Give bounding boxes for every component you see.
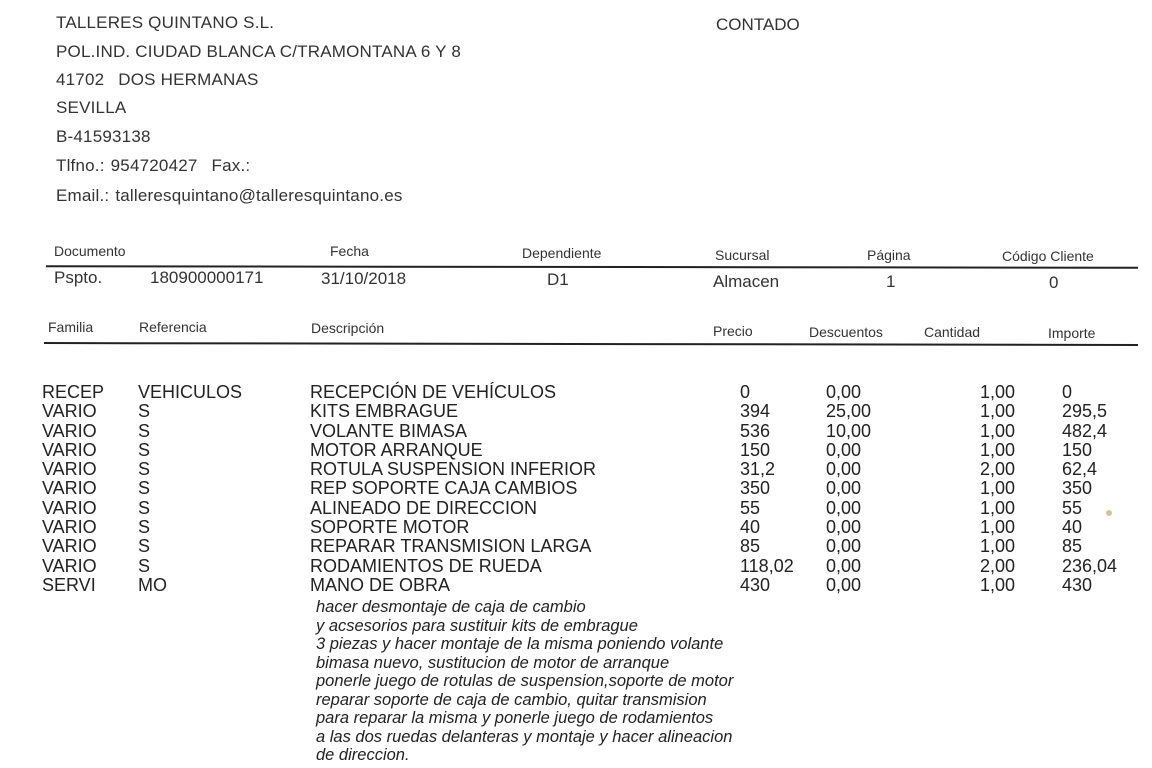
line-items — [0, 383, 1152, 595]
table-row — [0, 479, 1152, 498]
item-cantidad: 1,00 — [980, 382, 1016, 402]
item-descripcion: MOTOR ARRANQUE — [310, 439, 483, 460]
item-cantidad: 1,00 — [980, 439, 1016, 460]
item-referencia: VEHICULOS — [138, 382, 243, 402]
item-descuento: 0,00 — [826, 574, 862, 595]
item-descuento: 0,00 — [826, 555, 862, 576]
doc-sucursal: Almacen — [713, 272, 780, 291]
doc-number: 180900000171 — [150, 268, 264, 287]
col-referencia: Referencia — [139, 319, 207, 335]
item-cantidad: 1,00 — [980, 478, 1016, 499]
item-importe: 40 — [1062, 517, 1083, 538]
item-cantidad: 1,00 — [980, 536, 1016, 557]
col-descuentos: Descuentos — [809, 324, 883, 340]
company-province: SEVILLA — [56, 98, 127, 117]
col-cantidad: Cantidad — [924, 324, 981, 340]
item-descripcion: SOPORTE MOTOR — [310, 517, 470, 538]
table-header-divider — [44, 342, 1138, 345]
item-precio: 40 — [740, 517, 761, 538]
company-email-line — [56, 186, 403, 206]
item-importe: 150 — [1062, 439, 1093, 460]
label-dependiente: Dependiente — [522, 245, 602, 261]
item-cantidad: 1,00 — [980, 497, 1016, 518]
payment-mode: CONTADO — [716, 15, 800, 34]
item-familia: VARIO — [42, 478, 97, 499]
item-precio: 350 — [740, 478, 771, 499]
note-line: a las dos ruedas delanteras y montaje y hacer alineacion — [316, 727, 733, 746]
item-familia: SERVI — [42, 574, 96, 595]
item-importe: 55 — [1062, 497, 1083, 518]
item-precio: 55 — [740, 497, 761, 518]
doc-dependiente: D1 — [547, 270, 569, 289]
item-importe: 85 — [1062, 536, 1083, 557]
item-cantidad: 1,00 — [980, 574, 1016, 595]
item-cantidad: 2,00 — [980, 459, 1016, 480]
item-referencia: S — [138, 420, 151, 441]
item-descripcion: ALINEADO DE DIRECCION — [310, 497, 538, 518]
item-descripcion: RODAMIENTOS DE RUEDA — [310, 555, 542, 576]
item-precio: 31,2 — [740, 459, 776, 480]
note-line: y acsesorios para sustituir kits de embrague — [316, 616, 638, 635]
city: DOS HERMANAS — [118, 70, 259, 89]
item-cantidad: 2,00 — [980, 555, 1016, 576]
item-descuento: 0,00 — [826, 478, 862, 499]
company-phone-line — [56, 156, 250, 176]
item-importe: 295,5 — [1062, 401, 1108, 422]
label-fecha: Fecha — [330, 243, 369, 259]
item-descripcion: REPARAR TRANSMISION LARGA — [310, 536, 592, 557]
item-referencia: S — [138, 536, 151, 557]
item-cantidad: 1,00 — [980, 517, 1016, 538]
item-precio: 0 — [740, 382, 751, 402]
table-row — [0, 576, 1152, 595]
item-descripcion: KITS EMBRAGUE — [310, 401, 459, 422]
item-importe: 430 — [1062, 574, 1093, 595]
email-address: talleresquintano@talleresquintano.es — [115, 186, 403, 205]
item-referencia: MO — [138, 574, 167, 595]
item-descuento: 0,00 — [826, 497, 862, 518]
item-referencia: S — [138, 517, 151, 538]
item-descripcion: REP SOPORTE CAJA CAMBIOS — [310, 478, 578, 499]
table-row — [0, 402, 1152, 421]
item-descuento: 0,00 — [826, 517, 862, 538]
item-precio: 394 — [740, 401, 771, 422]
item-familia: VARIO — [42, 555, 97, 576]
label-documento: Documento — [54, 243, 126, 259]
item-precio: 430 — [740, 574, 771, 595]
paper-speck — [1106, 510, 1112, 516]
label-sucursal: Sucursal — [715, 247, 770, 263]
item-cantidad: 1,00 — [980, 401, 1016, 422]
item-descuento: 25,00 — [826, 401, 872, 422]
phone-number: 954720427 — [110, 156, 198, 175]
table-row — [0, 441, 1152, 460]
item-precio: 150 — [740, 439, 771, 460]
label-pagina: Página — [867, 247, 911, 263]
doc-type: Pspto. — [54, 268, 103, 287]
table-row — [0, 422, 1152, 441]
table-row — [0, 460, 1152, 479]
item-importe: 0 — [1062, 382, 1073, 402]
item-familia: VARIO — [42, 517, 97, 538]
item-descripcion: ROTULA SUSPENSION INFERIOR — [310, 459, 597, 480]
label-codigo-cliente: Código Cliente — [1002, 248, 1094, 264]
item-precio: 85 — [740, 536, 761, 557]
postal-code: 41702 — [56, 70, 105, 89]
item-precio: 536 — [740, 420, 771, 441]
item-familia: VARIO — [42, 497, 97, 518]
item-referencia: S — [138, 497, 151, 518]
note-line: reparar soporte de caja de cambio, quitar transmision — [316, 690, 707, 709]
doc-pagina: 1 — [886, 272, 896, 291]
item-descuento: 0,00 — [826, 439, 862, 460]
fax-label: Fax.: — [211, 156, 251, 175]
item-importe: 350 — [1062, 478, 1093, 499]
col-importe: Importe — [1048, 325, 1096, 341]
note-line: 3 piezas y hacer montaje de la misma poniendo volante — [316, 635, 724, 653]
labor-note — [316, 598, 733, 765]
item-familia: VARIO — [42, 420, 97, 441]
item-descripcion: RECEPCIÓN DE VEHÍCULOS — [310, 382, 557, 402]
table-row — [0, 557, 1152, 576]
col-familia: Familia — [48, 319, 94, 335]
col-precio: Precio — [713, 323, 753, 339]
email-label: Email.: — [56, 186, 110, 205]
doc-codigo-cliente: 0 — [1049, 273, 1059, 292]
note-line: hacer desmontaje de caja de cambio — [316, 598, 586, 616]
note-line: para reparar la misma y ponerle juego de rodamientos — [316, 709, 714, 727]
item-referencia: S — [138, 459, 151, 480]
item-descripcion: VOLANTE BIMASA — [310, 420, 468, 441]
note-line: de direccion. — [316, 746, 410, 764]
item-descuento: 0,00 — [826, 459, 862, 480]
table-row — [0, 383, 1152, 402]
table-row — [0, 537, 1152, 556]
item-familia: VARIO — [42, 536, 97, 557]
item-precio: 118,02 — [740, 555, 794, 576]
note-line: ponerle juego de rotulas de suspension,soporte de motor — [316, 672, 734, 690]
item-descuento: 0,00 — [826, 536, 862, 557]
table-row — [0, 518, 1152, 537]
item-importe: 236,04 — [1062, 555, 1118, 576]
note-line: bimasa nuevo, sustitucion de motor de arranque — [316, 653, 670, 672]
item-descuento: 0,00 — [826, 382, 862, 402]
doc-date: 31/10/2018 — [321, 269, 407, 288]
item-descripcion: MANO DE OBRA — [310, 574, 451, 595]
item-familia: VARIO — [42, 439, 97, 460]
item-descuento: 10,00 — [826, 420, 872, 441]
item-familia: VARIO — [42, 459, 97, 480]
company-address: POL.IND. CIUDAD BLANCA C/TRAMONTANA 6 Y 8 — [56, 42, 461, 61]
item-cantidad: 1,00 — [980, 420, 1016, 441]
company-name: TALLERES QUINTANO S.L. — [56, 13, 275, 32]
item-referencia: S — [138, 439, 151, 460]
item-importe: 482,4 — [1062, 420, 1108, 441]
phone-label: Tlfno.: — [56, 156, 105, 175]
company-city-line — [56, 70, 259, 90]
company-tax-id: B-41593138 — [56, 127, 151, 146]
item-referencia: S — [138, 555, 151, 576]
item-familia: RECEP — [42, 382, 105, 402]
col-descripcion: Descripción — [311, 320, 385, 336]
item-referencia: S — [138, 478, 151, 499]
table-row — [0, 499, 1152, 518]
item-referencia: S — [138, 401, 151, 422]
item-familia: VARIO — [42, 401, 97, 422]
item-importe: 62,4 — [1062, 459, 1098, 480]
